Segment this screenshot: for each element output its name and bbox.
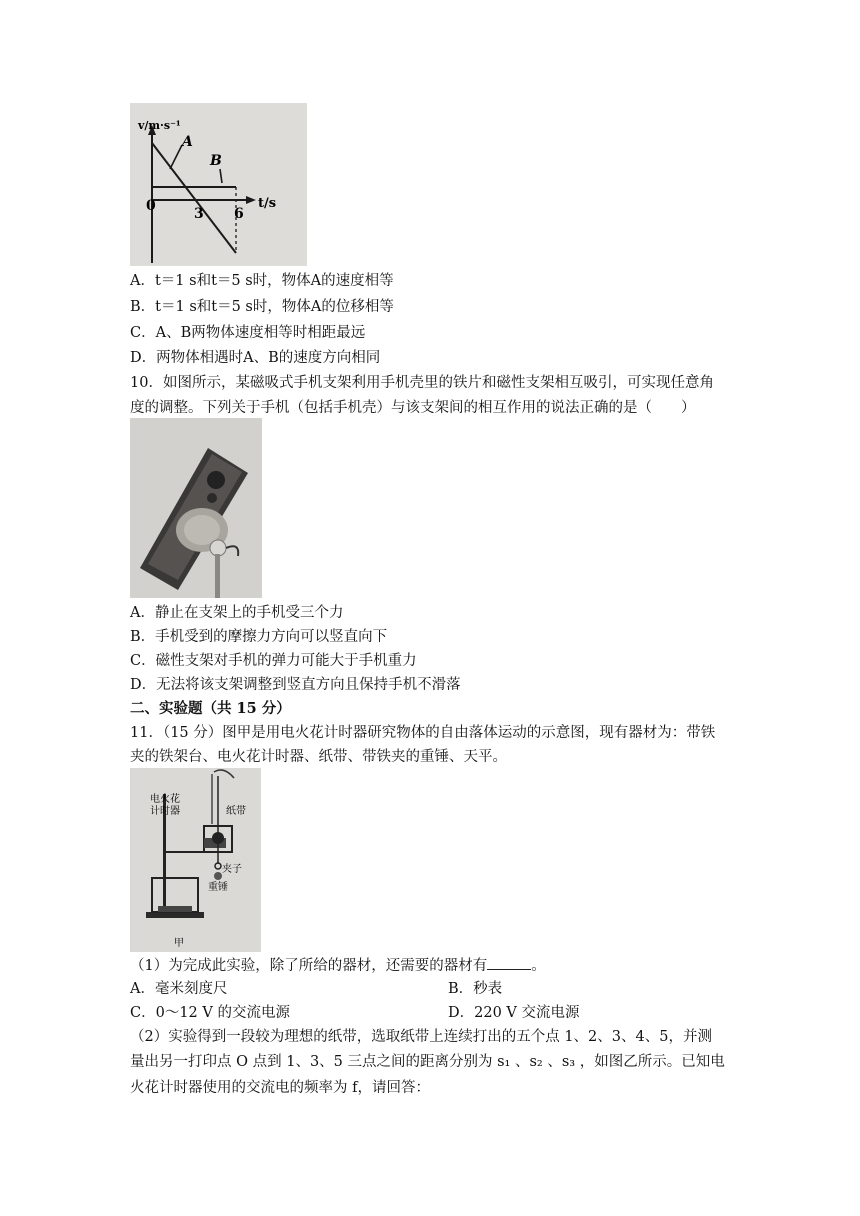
label-clip: 夹子 <box>222 864 242 875</box>
q10-stem-line2: 度的调整。下列关于手机（包括手机壳）与该支架间的相互作用的说法正确的是（ ） <box>130 400 696 416</box>
q11-stem-line2: 夹的铁架台、电火花计时器、纸带、带铁夹的重锤、天平。 <box>130 749 507 765</box>
q11-option-b: B．秒表 <box>448 981 503 997</box>
q11-stem-line1: 11．（15 分）图甲是用电火花计时器研究物体的自由落体运动的示意图，现有器材为：带铁 <box>130 725 716 741</box>
q11-sub1-prefix: （1）为完成此实验，除了所给的器材，还需要的器材有 <box>130 958 488 974</box>
q10-option-b: B．手机受到的摩擦力方向可以竖直向下 <box>130 629 388 645</box>
q10-option-a: A．静止在支架上的手机受三个力 <box>130 605 344 621</box>
vt-graph-figure <box>130 103 307 266</box>
q11-sub2-line1: （2）实验得到一段较为理想的纸带，选取纸带上连续打出的五个点 1、2、3、4、5，并测 <box>130 1029 712 1045</box>
vt-y-label: v/m·s⁻¹ <box>138 119 181 132</box>
label-tape: 纸带 <box>226 806 246 817</box>
q11-sub1-stem <box>130 955 546 976</box>
vt-graph-svg <box>130 103 307 266</box>
label-timer-2: 计时器 <box>150 806 180 817</box>
apparatus-svg <box>130 768 261 952</box>
q11-option-a: A．毫米刻度尺 <box>130 981 228 997</box>
label-timer-1: 电火花 <box>150 794 180 805</box>
q10-option-d: D．无法将该支架调整到竖直方向且保持手机不滑落 <box>130 677 461 693</box>
vt-origin: 0 <box>146 198 156 214</box>
vt-tick-3: 3 <box>194 206 204 222</box>
q10-stem-line1: 10．如图所示，某磁吸式手机支架利用手机壳里的铁片和磁性支架相互吸引，可实现任意角 <box>130 375 714 391</box>
q9-option-b: B．t＝1 s和t＝5 s时，物体A的位移相等 <box>130 299 394 315</box>
vt-tick-6: 6 <box>234 206 244 222</box>
section-title: 二、实验题（共 15 分） <box>130 700 291 717</box>
q11-option-c: C．0～12 V 的交流电源 <box>130 1005 290 1021</box>
line-A <box>152 143 236 253</box>
q9-option-c: C．A、B两物体速度相等时相距最远 <box>130 325 366 341</box>
phone-holder-svg <box>130 418 262 598</box>
apparatus-figure <box>130 768 261 952</box>
q11-option-d: D．220 V 交流电源 <box>448 1005 580 1021</box>
vt-label-A: A <box>182 134 193 150</box>
phone-holder-photo <box>130 418 262 598</box>
q11-sub2-line3: 火花计时器使用的交流电的频率为 f，请回答： <box>130 1080 430 1096</box>
vt-x-label: t/s <box>258 196 277 211</box>
answer-blank[interactable] <box>487 955 531 970</box>
q9-option-a: A．t＝1 s和t＝5 s时，物体A的速度相等 <box>130 273 394 289</box>
q10-option-c: C．磁性支架对手机的弹力可能大于手机重力 <box>130 653 417 669</box>
label-weight: 重锤 <box>208 882 228 893</box>
q9-option-d: D．两物体相遇时A、B的速度方向相同 <box>130 350 381 366</box>
q11-sub1-suffix: 。 <box>531 958 546 974</box>
figure-caption-jia: 甲 <box>174 938 184 949</box>
vt-label-B: B <box>210 153 222 169</box>
q11-sub2-line2: 量出另一打印点 O 点到 1、3、5 三点之间的距离分别为 s₁ 、s₂ 、s₃ ，如图乙所示。已知电 <box>130 1054 725 1070</box>
